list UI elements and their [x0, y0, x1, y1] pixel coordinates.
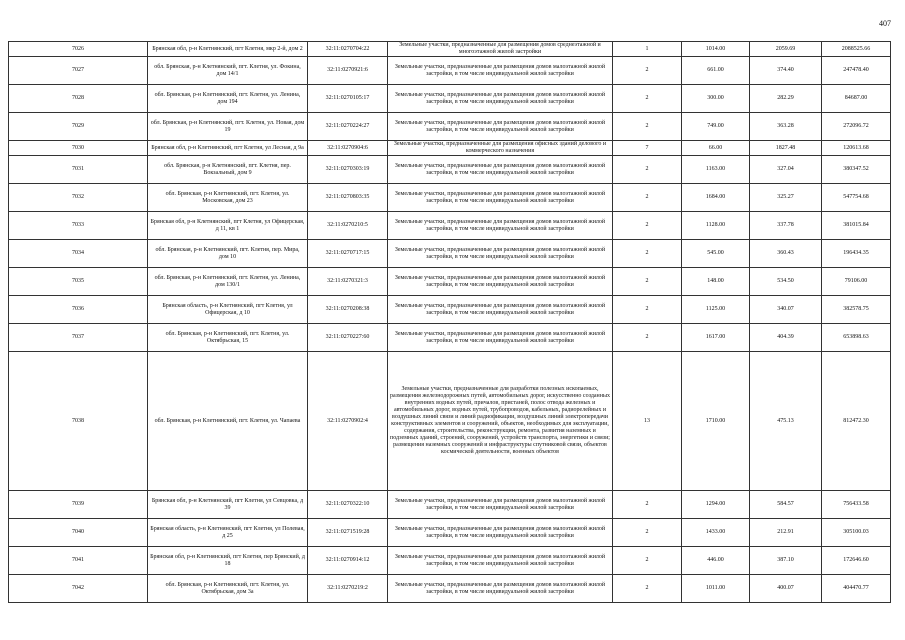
- row-number: 7029: [9, 113, 148, 141]
- price-cell: 325.27: [750, 184, 822, 212]
- address-cell: Брянская обл, р-н Клетнянский, пгт Клетня, пер Брянский, д 18: [148, 547, 308, 575]
- category-cell: 2: [613, 212, 682, 240]
- cadastral-number-cell: 32:11:0270914:12: [308, 547, 388, 575]
- row-number: 7033: [9, 212, 148, 240]
- row-number: 7028: [9, 85, 148, 113]
- table-row: [9, 352, 891, 491]
- row-number: 7031: [9, 156, 148, 184]
- row-number: 7040: [9, 519, 148, 547]
- address-cell: обл. Брянская, р-н Клетнянский, пгт. Клетня, ул. Чапаева: [148, 352, 308, 491]
- cadastral-number-cell: 32:11:0270210:5: [308, 212, 388, 240]
- address-cell: Брянская область, р-н Клетнянский, пгт Клетня, ул Полевая, д 25: [148, 519, 308, 547]
- cost-cell: 812472.30: [822, 352, 891, 491]
- address-cell: обл. Брянская, р-н Клетнянский, пгт. Клетня, пер. Вокзальный, дом 9: [148, 156, 308, 184]
- address-cell: Брянская обл, р-н Клетнянский, пгт Клетня, ул Севцовка, д 39: [148, 491, 308, 519]
- table-row: [9, 296, 891, 324]
- table-row: [9, 212, 891, 240]
- cadastral-number-cell: 32:11:0270704:22: [308, 42, 388, 57]
- table-row: [9, 268, 891, 296]
- price-cell: 387.10: [750, 547, 822, 575]
- row-number: 7037: [9, 324, 148, 352]
- area-cell: 1125.00: [682, 296, 750, 324]
- table-row: [9, 491, 891, 519]
- cadastral-number-cell: 32:11:0270208:38: [308, 296, 388, 324]
- table-row: [9, 85, 891, 113]
- category-cell: 13: [613, 352, 682, 491]
- cadastral-number-cell: 32:11:0270227:60: [308, 324, 388, 352]
- area-cell: 1011.00: [682, 575, 750, 603]
- land-use-cell: Земельные участки, предназначенные для размещения домов малоэтажной жилой застройки, в том числе индивидуальной жилой застройки: [388, 547, 613, 575]
- address-cell: обл. Брянская, р-н Клетнянский, пгт. Клетня, ул. Октябрьская, дом 3а: [148, 575, 308, 603]
- table-row: [9, 57, 891, 85]
- row-number: 7036: [9, 296, 148, 324]
- row-number: 7032: [9, 184, 148, 212]
- area-cell: 545.00: [682, 240, 750, 268]
- category-cell: 2: [613, 296, 682, 324]
- row-number: 7030: [9, 141, 148, 156]
- category-cell: 2: [613, 113, 682, 141]
- cadastral-number-cell: 32:11:0270717:15: [308, 240, 388, 268]
- table-row: [9, 184, 891, 212]
- price-cell: 400.07: [750, 575, 822, 603]
- area-cell: 1684.00: [682, 184, 750, 212]
- category-cell: 7: [613, 141, 682, 156]
- row-number: 7026: [9, 42, 148, 57]
- address-cell: обл. Брянская, р-н Клетнянский, пгт. Клетня, ул. Ленина, дом 194: [148, 85, 308, 113]
- land-use-cell: Земельные участки, предназначенные для размещения домов малоэтажной жилой застройки, в том числе индивидуальной жилой застройки: [388, 156, 613, 184]
- area-cell: 446.00: [682, 547, 750, 575]
- cost-cell: 196434.35: [822, 240, 891, 268]
- cadastral-number-cell: 32:11:0270803:35: [308, 184, 388, 212]
- cadastral-number-cell: 32:11:0270322:10: [308, 491, 388, 519]
- cost-cell: 272096.72: [822, 113, 891, 141]
- land-use-cell: Земельные участки, предназначенные для размещения домов малоэтажной жилой застройки, в том числе индивидуальной жилой застройки: [388, 85, 613, 113]
- table-row: [9, 547, 891, 575]
- row-number: 7039: [9, 491, 148, 519]
- table-row: [9, 141, 891, 156]
- cost-cell: 84687.00: [822, 85, 891, 113]
- cadastral-number-cell: 32:11:0270303:19: [308, 156, 388, 184]
- cost-cell: 547754.68: [822, 184, 891, 212]
- table-row: [9, 240, 891, 268]
- land-use-cell: Земельные участки, предназначенные для размещения офисных зданий делового и коммерческого назначения: [388, 141, 613, 156]
- land-use-cell: Земельные участки, предназначенные для размещения домов малоэтажной жилой застройки, в том числе индивидуальной жилой застройки: [388, 240, 613, 268]
- category-cell: 2: [613, 519, 682, 547]
- area-cell: 661.00: [682, 57, 750, 85]
- cadastral-number-cell: 32:11:0270219:2: [308, 575, 388, 603]
- table-row: [9, 324, 891, 352]
- cost-cell: 120613.68: [822, 141, 891, 156]
- cadastral-number-cell: 32:11:0270902:4: [308, 352, 388, 491]
- address-cell: обл. Брянская, р-н Клетнянский, пгт. Клетня, ул. Новая, дом 19: [148, 113, 308, 141]
- address-cell: обл. Брянская, р-н Клетнянский, пгт. Клетня, ул. Ленина, дом 130/1: [148, 268, 308, 296]
- registry-table: [8, 41, 891, 603]
- cadastral-number-cell: 32:11:0270224:27: [308, 113, 388, 141]
- cost-cell: 2088525.66: [822, 42, 891, 57]
- area-cell: 1617.00: [682, 324, 750, 352]
- cadastral-number-cell: 32:11:0271519:28: [308, 519, 388, 547]
- land-use-cell: Земельные участки, предназначенные для размещения домов малоэтажной жилой застройки, в том числе индивидуальной жилой застройки: [388, 519, 613, 547]
- table-row: [9, 156, 891, 184]
- area-cell: 1014.00: [682, 42, 750, 57]
- cadastral-number-cell: 32:11:0270105:17: [308, 85, 388, 113]
- price-cell: 360.43: [750, 240, 822, 268]
- row-number: 7038: [9, 352, 148, 491]
- land-use-cell: Земельные участки, предназначенные для размещения домов малоэтажной жилой застройки, в том числе индивидуальной жилой застройки: [388, 575, 613, 603]
- table-row: [9, 519, 891, 547]
- category-cell: 1: [613, 42, 682, 57]
- price-cell: 327.04: [750, 156, 822, 184]
- row-number: 7042: [9, 575, 148, 603]
- land-use-cell: Земельные участки, предназначенные для разработки полезных ископаемых, размещения железнодорожных путей, автомобильных дорог, искусственно созданных внутренних водных путей, причалов, пристаней, полос отвода железных и автомобильных дорог, водных путей, трубопроводов, кабельных, радиорелейных и воздушных линий связи и линий радиофикации, воздушных линий электропередачи конструктивных элементов и сооружений, объектов, необходимых для эксплуатации, содержания, строительства, реконструкции, ремонта, развития наземных и подземных зданий, строений, сооружений, устройств транспорта, энергетики и связи; размещения наземных сооружений и инфраструктуры спутниковой связи, объектов космической деятельности, военных объектов: [388, 352, 613, 491]
- cost-cell: 79106.00: [822, 268, 891, 296]
- cadastral-number-cell: 32:11:0270904:6: [308, 141, 388, 156]
- table-row: [9, 42, 891, 57]
- price-cell: 1827.48: [750, 141, 822, 156]
- area-cell: 749.00: [682, 113, 750, 141]
- area-cell: 300.00: [682, 85, 750, 113]
- address-cell: Брянская обл, р-н Клетнянский, пгт Клетня, ул Офицерская, д 11, кв 1: [148, 212, 308, 240]
- cost-cell: 756433.58: [822, 491, 891, 519]
- cost-cell: 404470.77: [822, 575, 891, 603]
- land-use-cell: Земельные участки, предназначенные для размещения домов малоэтажной жилой застройки, в том числе индивидуальной жилой застройки: [388, 184, 613, 212]
- address-cell: обл. Брянская, р-н Клетнянский, пгт. Клетня, ул. Московская, дом 23: [148, 184, 308, 212]
- address-cell: Брянская область, р-н Клетнянский, пгт Клетня, ул Офицерская, д 10: [148, 296, 308, 324]
- area-cell: 1163.00: [682, 156, 750, 184]
- cadastral-number-cell: 32:11:0270321:3: [308, 268, 388, 296]
- price-cell: 475.13: [750, 352, 822, 491]
- price-cell: 363.28: [750, 113, 822, 141]
- land-use-cell: Земельные участки, предназначенные для размещения домов малоэтажной жилой застройки, в том числе индивидуальной жилой застройки: [388, 57, 613, 85]
- row-number: 7035: [9, 268, 148, 296]
- land-use-cell: Земельные участки, предназначенные для размещения домов малоэтажной жилой застройки, в том числе индивидуальной жилой застройки: [388, 491, 613, 519]
- row-number: 7034: [9, 240, 148, 268]
- address-cell: Брянская обл, р-н Клетнянский, пгт Клетня, ул Лесная, д 9а: [148, 141, 308, 156]
- area-cell: 1294.00: [682, 491, 750, 519]
- category-cell: 2: [613, 184, 682, 212]
- cadastral-number-cell: 32:11:0270921:6: [308, 57, 388, 85]
- price-cell: 584.57: [750, 491, 822, 519]
- area-cell: 1128.00: [682, 212, 750, 240]
- address-cell: обл. Брянская, р-н Клетнянский, пгт. Клетня, пер. Мира, дом 10: [148, 240, 308, 268]
- cost-cell: 382578.75: [822, 296, 891, 324]
- price-cell: 374.40: [750, 57, 822, 85]
- price-cell: 337.78: [750, 212, 822, 240]
- category-cell: 2: [613, 547, 682, 575]
- land-use-cell: Земельные участки, предназначенные для размещения домов малоэтажной жилой застройки, в том числе индивидуальной жилой застройки: [388, 296, 613, 324]
- area-cell: 148.00: [682, 268, 750, 296]
- cost-cell: 380347.52: [822, 156, 891, 184]
- category-cell: 2: [613, 491, 682, 519]
- row-number: 7027: [9, 57, 148, 85]
- category-cell: 2: [613, 324, 682, 352]
- area-cell: 66.00: [682, 141, 750, 156]
- price-cell: 340.07: [750, 296, 822, 324]
- address-cell: обл. Брянская, р-н Клетнянский, пгт. Клетня, ул. Фокина, дом 14/1: [148, 57, 308, 85]
- category-cell: 2: [613, 240, 682, 268]
- address-cell: Брянская обл, р-н Клетнянский, пгт Клетня, мкр 2-й, дом 2: [148, 42, 308, 57]
- category-cell: 2: [613, 85, 682, 113]
- price-cell: 534.50: [750, 268, 822, 296]
- price-cell: 404.39: [750, 324, 822, 352]
- land-use-cell: Земельные участки, предназначенные для размещения домов среднеэтажной и многоэтажной жилой застройки: [388, 42, 613, 57]
- cost-cell: 247478.40: [822, 57, 891, 85]
- price-cell: 2059.69: [750, 42, 822, 57]
- category-cell: 2: [613, 268, 682, 296]
- area-cell: 1433.00: [682, 519, 750, 547]
- land-use-cell: Земельные участки, предназначенные для размещения домов малоэтажной жилой застройки, в том числе индивидуальной жилой застройки: [388, 268, 613, 296]
- page-number: 407: [879, 19, 891, 28]
- cost-cell: 305100.03: [822, 519, 891, 547]
- table-row: [9, 113, 891, 141]
- address-cell: обл. Брянская, р-н Клетнянский, пгт. Клетня, ул. Октябрьская, 15: [148, 324, 308, 352]
- price-cell: 212.91: [750, 519, 822, 547]
- area-cell: 1710.00: [682, 352, 750, 491]
- cost-cell: 172646.60: [822, 547, 891, 575]
- land-use-cell: Земельные участки, предназначенные для размещения домов малоэтажной жилой застройки, в том числе индивидуальной жилой застройки: [388, 324, 613, 352]
- cost-cell: 381015.84: [822, 212, 891, 240]
- land-use-cell: Земельные участки, предназначенные для размещения домов малоэтажной жилой застройки, в том числе индивидуальной жилой застройки: [388, 212, 613, 240]
- table-row: [9, 575, 891, 603]
- category-cell: 2: [613, 575, 682, 603]
- land-use-cell: Земельные участки, предназначенные для размещения домов малоэтажной жилой застройки, в том числе индивидуальной жилой застройки: [388, 113, 613, 141]
- price-cell: 282.29: [750, 85, 822, 113]
- category-cell: 2: [613, 156, 682, 184]
- row-number: 7041: [9, 547, 148, 575]
- category-cell: 2: [613, 57, 682, 85]
- cost-cell: 653898.63: [822, 324, 891, 352]
